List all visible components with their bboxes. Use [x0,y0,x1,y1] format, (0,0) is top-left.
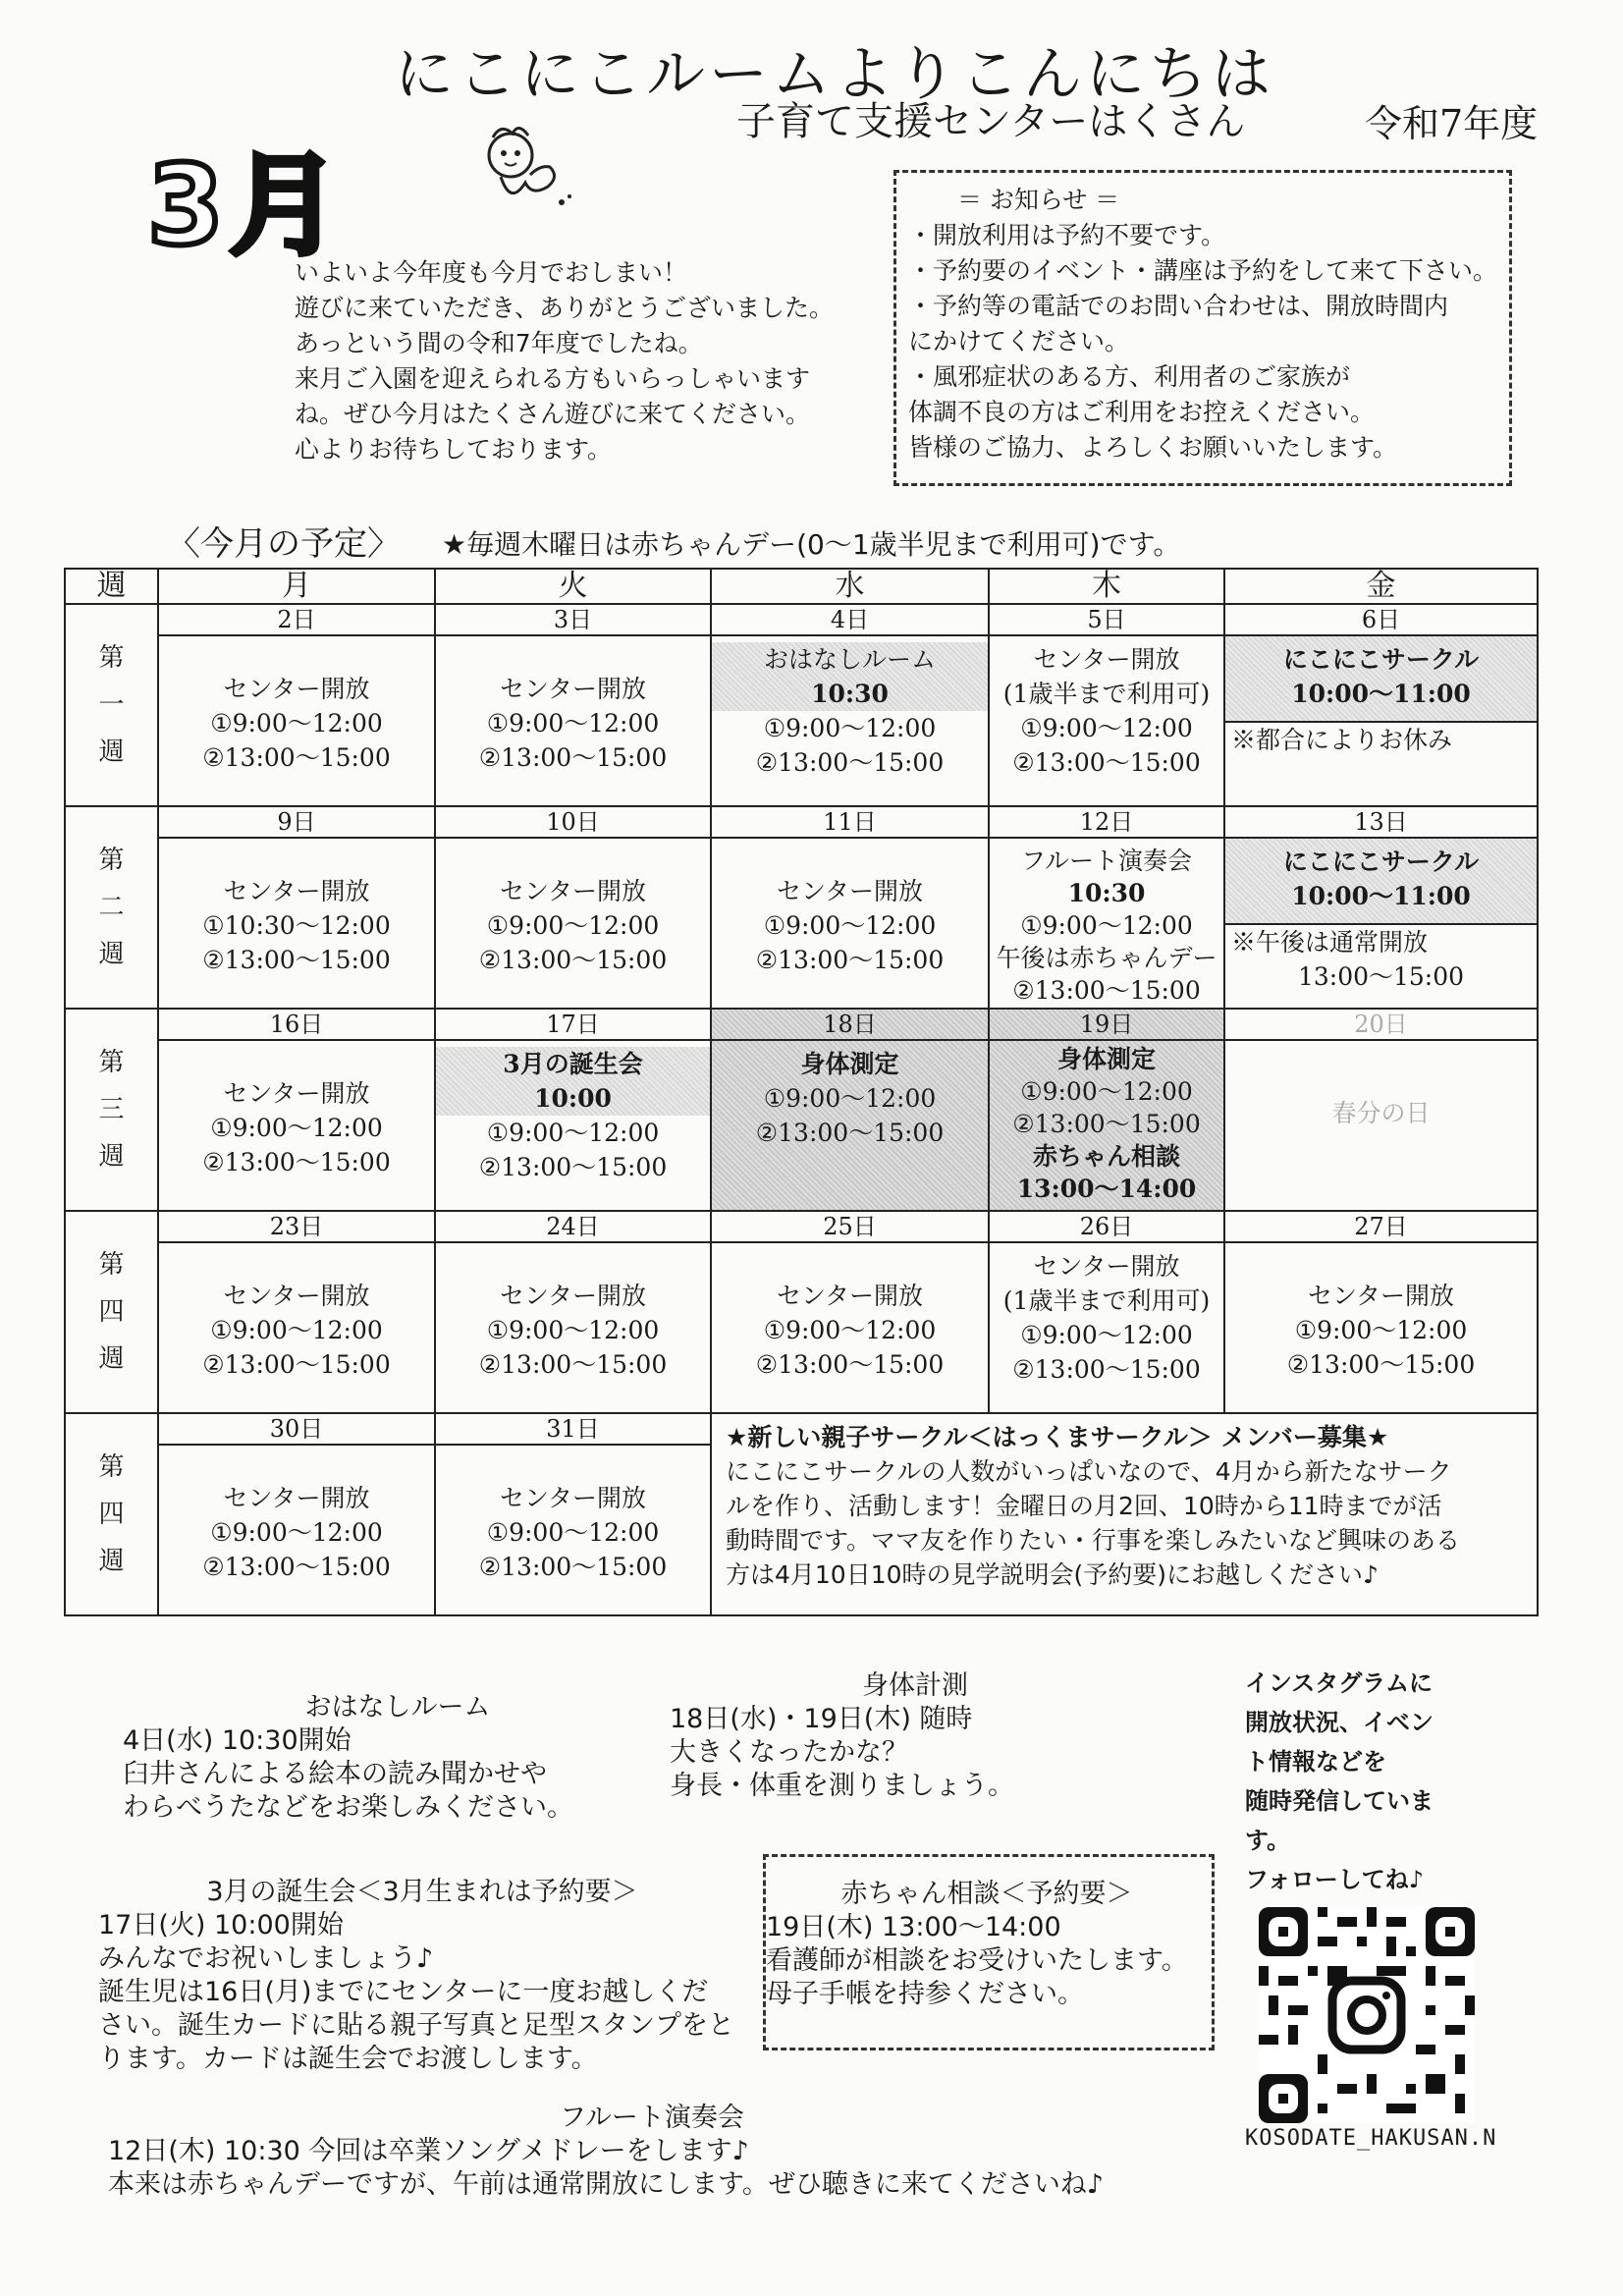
notice-line: ・開放利用は予約不要です。 [908,221,1226,249]
holiday-label: 春分の日 [1331,1099,1431,1127]
col-week: 週 [65,569,158,604]
event-line: ります。カードは誕生会でお渡しします。 [98,2044,598,2074]
day-cell: 20日 春分の日 [1224,1009,1538,1211]
instagram-line: 随時発信していま [1245,1787,1434,1815]
day-cell: 9日 センター開放 ①10:30～12:00 ②13:00～15:00 [158,806,435,1009]
table-header-row [65,569,1538,604]
month-title: 3月 [147,142,346,270]
event-title: フルート演奏会 [560,2103,744,2133]
event-line: みんなでお祝いしましょう♪ [98,1943,434,1974]
week-label: 第二週 [65,806,158,1009]
instagram-handle[interactable]: KOSODATE_HAKUSAN.N [1245,2126,1497,2151]
col-mon: 月 [158,569,435,604]
notice-line: 皆様のご協力、よろしくお願いいたします。 [908,433,1398,462]
recruit-line: 方は4月10日10時の見学説明会(予約要)にお越しください♪ [726,1560,1379,1589]
table-row [65,1211,1538,1413]
notice-heading: ＝ お知らせ ＝ [957,186,1120,214]
instagram-line: ト情報などを [1245,1748,1386,1776]
event-line: 母子手帳を持参ください。 [766,1979,1084,2009]
col-fri: 金 [1224,569,1538,604]
day-cell: 16日 センター開放 ①9:00～12:00 ②13:00～15:00 [158,1009,435,1211]
day-cell: 18日 身体測定 ①9:00～12:00 ②13:00～15:00 [711,1009,989,1211]
day-cell: 13日 にこにこサークル 10:00～11:00 ※午後は通常開放 13:00～15:00 [1224,806,1538,1009]
recruit-line: 動時間です。ママ友を作りたい・行事を楽しみたいなど興味のある [726,1526,1461,1555]
col-thu: 木 [989,569,1224,604]
instagram-line: す。 [1245,1827,1291,1854]
day-cell: 17日 3月の誕生会 10:00 ①9:00～12:00 ②13:00～15:00 [435,1009,711,1211]
event-title: 身体計測 [862,1670,968,1701]
day-cell: 4日 おはなしルーム 10:30 ①9:00～12:00 ②13:00～15:00 [711,604,989,806]
event-line: 12日(木) 10:30 今回は卒業ソングメドレーをします♪ [108,2136,749,2166]
event-line: 19日(木) 13:00～14:00 [766,1912,1061,1942]
day-cell: 19日 身体測定 ①9:00～12:00 ②13:00～15:00 赤ちゃん相談 13:00～14:00 [989,1009,1224,1211]
notice-line: にかけてください。 [908,327,1130,355]
event-title: おはなしルーム [304,1692,491,1722]
instagram-message [1245,1664,1500,1899]
day-cell: 2日 センター開放 ①9:00～12:00 ②13:00～15:00 [158,604,435,806]
notice-line: ・予約等の電話でのお問い合わせは、開放時間内 [908,292,1449,320]
recruit-line: ルを作り、活動します！金曜日の月2回、10時から11時までが活 [726,1492,1442,1520]
mascot-illustration [471,118,579,216]
recruit-line: にこにこサークルの人数がいっぱいなので、4月から新たなサーク [726,1457,1452,1486]
instagram-line: 開放状況、イベン [1245,1709,1434,1736]
event-line: 誕生児は16日(月)までにセンターに一度お越しくだ [98,1977,709,2007]
intro-line: 来月ご入園を迎えられる方もいらっしゃいます [295,364,811,393]
day-cell: 5日 センター開放 (1歳半まで利用可) ①9:00～12:00 ②13:00～15:00 [989,604,1224,806]
intro-line: ね。ぜひ今月はたくさん遊びに来てください。 [295,400,811,428]
notice-line: ・風邪症状のある方、利用者のご家族が [908,362,1351,391]
day-cell: 10日 センター開放 ①9:00～12:00 ②13:00～15:00 [435,806,711,1009]
day-cell: 12日 フルート演奏会 10:30 ①9:00～12:00 午後は赤ちゃんデー ②13:00～15:00 [989,806,1224,1009]
week-label: 第四週 [65,1413,158,1615]
notice-line: 体調不良の方はご利用をお控えください。 [908,398,1376,426]
event-line: 身長・体重を測りましょう。 [670,1771,1014,1801]
event-flute [108,2102,1237,2202]
event-shintai [670,1669,1161,1803]
day-cell: 26日 センター開放 (1歳半まで利用可) ①9:00～12:00 ②13:00～15:00 [989,1211,1224,1413]
intro-line: あっという間の令和7年度でしたね。 [295,329,703,357]
event-title: 3月の誕生会＜3月生まれは予約要＞ [206,1877,638,1907]
event-ohanashi [123,1691,673,1825]
fiscal-year: 令和7年度 [1365,102,1539,145]
intro-line: 心よりお待ちしております。 [295,435,613,464]
day-cell: 11日 センター開放 ①9:00～12:00 ②13:00～15:00 [711,806,989,1009]
notice-box [893,170,1512,486]
event-line: 臼井さんによる絵本の読み聞かせや [123,1759,547,1789]
table-row [65,806,1538,1009]
table-row [65,604,1538,806]
schedule-table [64,568,1539,1616]
intro-message [295,255,844,467]
col-wed: 水 [711,569,989,604]
notice-line: ・予約要のイベント・講座は予約をして来て下さい。 [908,256,1498,285]
instagram-line: フォローしてね♪ [1245,1866,1425,1893]
instagram-line: インスタグラムに [1245,1669,1434,1697]
page-title: にこにこルームよりこんにちは [395,40,1274,109]
event-line: 4日(水) 10:30開始 [123,1725,352,1756]
event-line: 17日(火) 10:00開始 [98,1910,344,1941]
week-label: 第四週 [65,1211,158,1413]
table-row [65,1413,1538,1615]
event-line: さい。誕生カードに貼る親子写真と足型スタンプをと [98,2010,734,2041]
event-line: 18日(水)・19日(木) 随時 [670,1704,973,1734]
day-cell: 31日 センター開放 ①9:00～12:00 ②13:00～15:00 [435,1413,711,1615]
intro-line: 遊びに来ていただき、ありがとうございました。 [295,294,835,322]
day-cell: 3日 センター開放 ①9:00～12:00 ②13:00～15:00 [435,604,711,806]
day-cell: 24日 センター開放 ①9:00～12:00 ②13:00～15:00 [435,1211,711,1413]
instagram-qr-code[interactable] [1259,1907,1475,2123]
day-cell: 23日 センター開放 ①9:00～12:00 ②13:00～15:00 [158,1211,435,1413]
col-tue: 火 [435,569,711,604]
schedule-note: ★毎週木曜日は赤ちゃんデー(0～1歳半児まで利用可)です。 [442,528,1181,561]
day-cell: 27日 センター開放 ①9:00～12:00 ②13:00～15:00 [1224,1211,1538,1413]
center-name: 子育て支援センターはくさん [736,99,1246,144]
event-line: 本来は赤ちゃんデーですが、午前は通常開放にします。ぜひ聴きに来てくださいね♪ [108,2169,1105,2200]
week-label: 第三週 [65,1009,158,1211]
event-line: 大きくなったかな？ [670,1737,908,1768]
event-title: 赤ちゃん相談＜予約要＞ [840,1879,1133,1909]
event-line: わらべうたなどをお楽しみください。 [123,1792,573,1823]
event-line: 看護師が相談をお受けいたします。 [766,1945,1188,1976]
event-birthday [98,1876,746,2076]
day-cell: 25日 センター開放 ①9:00～12:00 ②13:00～15:00 [711,1211,989,1413]
schedule-heading: 〈今月の予定〉 [167,524,401,564]
table-row [65,1009,1538,1211]
intro-line: いよいよ今年度も今月でおしまい！ [295,258,688,287]
circle-recruit-notice [711,1413,1538,1615]
week-label: 第一週 [65,604,158,806]
recruit-title: ★新しい親子サークル＜はっくまサークル＞ メンバー募集★ [726,1423,1389,1451]
event-baby [766,1878,1208,2011]
day-cell: 30日 センター開放 ①9:00～12:00 ②13:00～15:00 [158,1413,435,1615]
day-cell: 6日 にこにこサークル 10:00～11:00 ※都合によりお休み [1224,604,1538,806]
